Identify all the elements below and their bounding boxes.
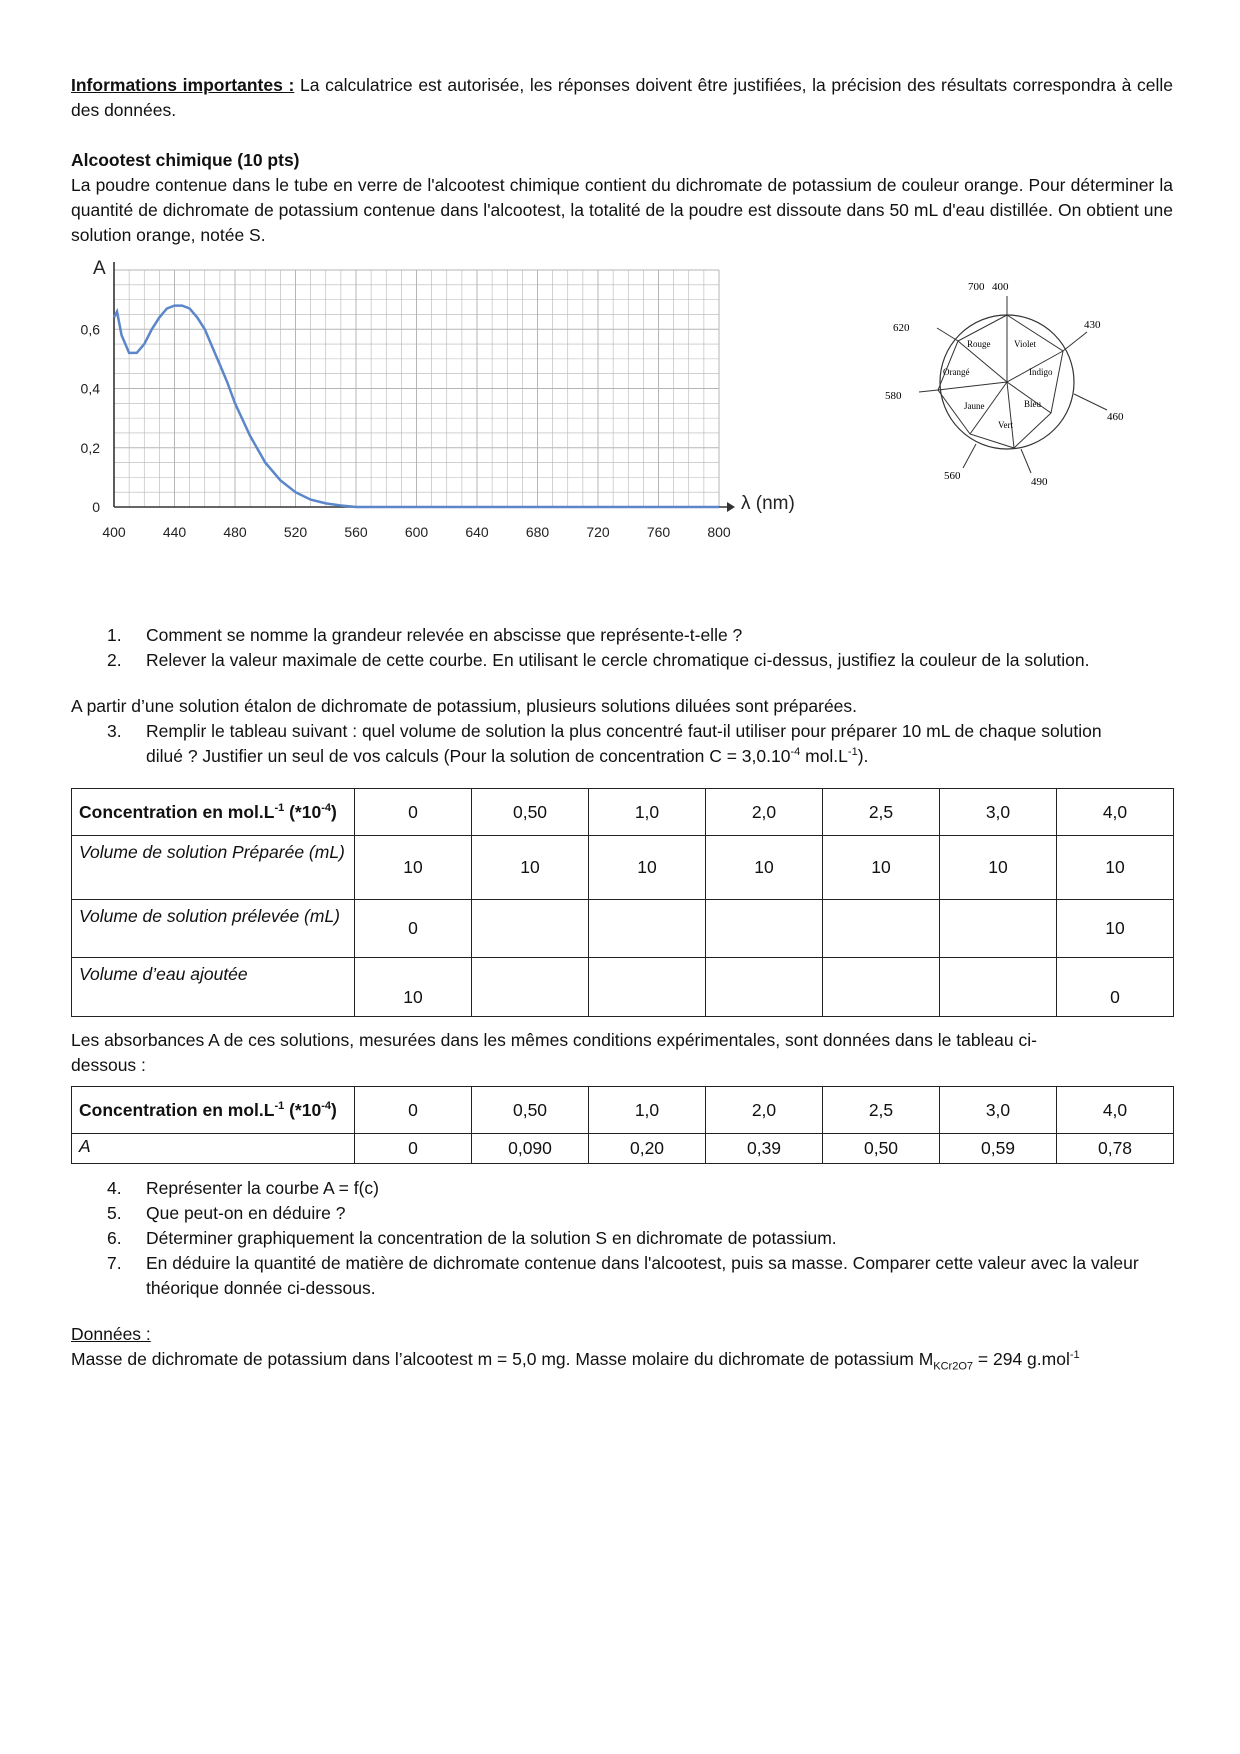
x-tick-label: 640 [465, 524, 489, 540]
table1-row-taken [72, 900, 1174, 958]
table1-cell-empty[interactable] [589, 958, 706, 1017]
x-axis-label: λ (nm) [741, 493, 795, 514]
question-2: 2. Relever la valeur maximale de cette courbe. En utilisant le cercle chromatique ci-dessus, justifiez la couleur de la solution. [107, 650, 1090, 670]
table1-cell: 10 [355, 958, 472, 1017]
table1-cell-empty[interactable] [589, 900, 706, 958]
table1-conc-cell: 2,5 [823, 789, 940, 836]
y-tick-label: 0,2 [80, 439, 100, 456]
table1-cell: 10 [472, 836, 589, 900]
table1-cell-empty[interactable] [823, 958, 940, 1017]
table2-cell: 0,090 [472, 1134, 589, 1164]
table1-conc-cell: 1,0 [589, 789, 706, 836]
table1-cell: 10 [355, 836, 472, 900]
table1-conc-cell: 0,50 [472, 789, 589, 836]
table1-cell: 10 [589, 836, 706, 900]
table2-cell: 0 [355, 1134, 472, 1164]
section-paragraph: La poudre contenue dans le tube en verre de l'alcootest chimique contient du dichromate de potassium de couleur orange. Pour déterminer la quantité de dichromate de potassium contenue dans l'alcootest, la totalité de la poudre est dissoute dans 50 mL d'eau distillée. On obtient une solution orange, notée S. [71, 175, 1173, 245]
wl-560: 560 [944, 470, 961, 482]
table1-cell: 0 [355, 900, 472, 958]
question-5: 5. Que peut-on en déduire ? [107, 1203, 346, 1223]
intro-paragraph [71, 73, 1173, 123]
wheel-jaune: Jaune [964, 401, 985, 411]
wl-430: 430 [1084, 319, 1101, 331]
table1-cell-empty[interactable] [940, 958, 1057, 1017]
x-tick-label: 480 [223, 524, 247, 540]
wheel-orange: Orangé [943, 367, 970, 377]
table1-cell-empty[interactable] [823, 900, 940, 958]
table1-row-prepared [72, 836, 1174, 900]
absorbance-spectrum-chart [71, 250, 831, 600]
table1-cell-empty[interactable] [706, 958, 823, 1017]
wl-580: 580 [885, 390, 902, 402]
table1-conc-cell: 4,0 [1057, 789, 1174, 836]
table1-cell-empty[interactable] [472, 958, 589, 1017]
x-tick-label: 440 [162, 524, 187, 540]
table1-taken-label: Volume de solution prélevée (mL) [72, 900, 355, 958]
table1-cell: 10 [706, 836, 823, 900]
x-axis-arrow [727, 502, 735, 512]
questions-list-q3 [71, 719, 1173, 769]
table1-conc-cell: 2,0 [706, 789, 823, 836]
wl-700: 700 [968, 281, 985, 293]
x-tick-label: 520 [283, 524, 308, 540]
wl-400: 400 [992, 281, 1009, 293]
exam-page [71, 73, 1173, 1372]
question-1: 1. Comment se nomme la grandeur relevée en abscisse que représente-t-elle ? [107, 625, 743, 645]
table1-cell: 10 [940, 836, 1057, 900]
table2-a-label: A [72, 1134, 355, 1164]
x-tick-label: 600 [404, 524, 429, 540]
absorbance-table [71, 1086, 1174, 1164]
table1-header-row [72, 789, 1174, 836]
table2-conc-cell: 2,0 [706, 1087, 823, 1134]
x-tick-label: 760 [646, 524, 671, 540]
question-3: 3. Remplir le tableau suivant : quel volume de solution la plus concentré faut-il utiliser pour préparer 10 mL de chaque solution dilué ? Justifier un seul de vos calculs (Pour la solution de concentration $C = 3,0.10^{-4}$ $mol.L^{-1}$). [107, 721, 1102, 766]
x-tick-label: 720 [586, 524, 610, 540]
wheel-bleu: Bleu [1024, 399, 1041, 409]
table1-cell-empty[interactable] [472, 900, 589, 958]
question-4: 4. Représenter la courbe A = f(c) [107, 1178, 379, 1198]
intro-label: Informations importantes : [71, 75, 295, 95]
wl-620: 620 [893, 322, 910, 334]
wl-490: 490 [1031, 476, 1048, 488]
wheel-rouge: Rouge [967, 339, 991, 349]
table1-cell: 10 [823, 836, 940, 900]
x-tick-label: 680 [525, 524, 550, 540]
table2-conc-cell: 0,50 [472, 1087, 589, 1134]
table2-conc-cell: 3,0 [940, 1087, 1057, 1134]
table1-conc-label: Concentration en $mol.L^{-1}$ $(*10^{-4})$ [72, 789, 355, 836]
table2-conc-cell: 1,0 [589, 1087, 706, 1134]
table1-cell: 0 [1057, 958, 1174, 1017]
wheel-indigo: Indigo [1029, 367, 1053, 377]
table2-cell: 0,20 [589, 1134, 706, 1164]
y-tick-label: 0 [92, 499, 100, 515]
x-tick-label: 800 [707, 524, 731, 540]
y-axis-label: A [93, 258, 106, 279]
x-tick-label: 560 [344, 524, 368, 540]
questions-list-a [71, 623, 1173, 673]
table2-conc-cell: 2,5 [823, 1087, 940, 1134]
table1-cell-empty[interactable] [706, 900, 823, 958]
chromatic-wheel [881, 268, 1151, 518]
table2-cell: 0,50 [823, 1134, 940, 1164]
questions-list-b [71, 1176, 1173, 1301]
wheel-violet: Violet [1014, 339, 1036, 349]
dilution-intro: A partir d’une solution étalon de dichromate de potassium, plusieurs solutions diluées sont préparées. [71, 696, 858, 716]
donnees-text: Masse de dichromate de potassium dans l’alcootest m = 5,0 mg. Masse molaire du dichromate de potassium $M_{KCr2O7} = 294$ g.mol$^{-1}$ [71, 1349, 1080, 1373]
donnees-title: Données : [71, 1324, 151, 1344]
table1-cell: 10 [1057, 836, 1174, 900]
table2-cell: 0,78 [1057, 1134, 1174, 1164]
table2-cell: 0,59 [940, 1134, 1057, 1164]
wheel-ticks [919, 296, 1107, 473]
table1-water-label: Volume d’eau ajoutée [72, 958, 355, 1017]
question-6: 6. Déterminer graphiquement la concentration de la solution S en dichromate de potassium. [107, 1228, 837, 1248]
absorb-intro: Les absorbances A de ces solutions, mesurées dans les mêmes conditions expérimentales, sont données dans le tableau ci-dessous : [71, 1030, 1037, 1075]
table1-prepared-label: Volume de solution Préparée (mL) [72, 836, 355, 900]
table2-cell: 0,39 [706, 1134, 823, 1164]
table2-conc-label: Concentration en $mol.L^{-1}$ $(*10^{-4})$ [72, 1087, 355, 1134]
table1-row-water [72, 958, 1174, 1017]
wheel-vert: Vert [998, 420, 1013, 430]
section-title: Alcootest chimique (10 pts) [71, 150, 300, 170]
intro-text: La calculatrice est autorisée, les réponses doivent être justifiées, la précision des résultats correspondra à celle des données. [71, 75, 1173, 120]
question-7: 7. En déduire la quantité de matière de dichromate contenue dans l'alcootest, puis sa masse. Comparer cette valeur avec la valeur théorique donnée ci-dessous. [107, 1253, 1139, 1298]
y-tick-label: 0,4 [80, 380, 100, 397]
table2-row-absorbance [72, 1134, 1174, 1164]
table2-conc-cell: 4,0 [1057, 1087, 1174, 1134]
table1-cell: 10 [1057, 900, 1174, 958]
table2-header-row [72, 1087, 1174, 1134]
table1-conc-cell: 0 [355, 789, 472, 836]
table1-cell-empty[interactable] [940, 900, 1057, 958]
x-tick-label: 400 [102, 524, 126, 540]
dilution-table [71, 788, 1174, 1017]
figure-area [71, 248, 1173, 608]
wl-460: 460 [1107, 411, 1124, 423]
table2-conc-cell: 0 [355, 1087, 472, 1134]
table1-conc-cell: 3,0 [940, 789, 1057, 836]
y-tick-label: 0,6 [80, 321, 100, 338]
